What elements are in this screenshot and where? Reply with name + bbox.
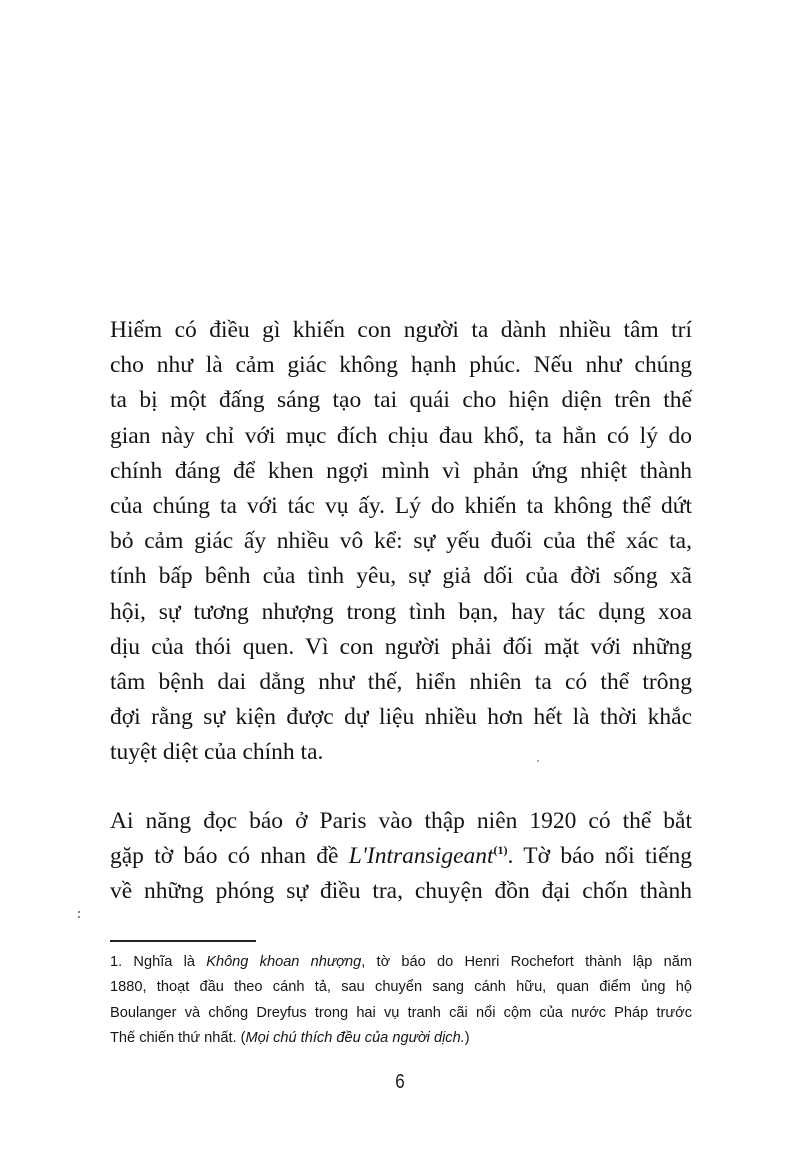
text-line: hội, sự tương nhượng trong tình bạn, hay tác dụng xoa [110,598,692,625]
footnote [110,950,692,1051]
text-line: đợi rằng sự kiện được dự liệu nhiều hơn hết là thời khắc [110,704,692,731]
text-line: bỏ cảm giác ấy nhiều vô kể: sự yếu đuối của thể xác ta, [110,528,692,555]
footnote-reference[interactable]: (1) [493,843,508,858]
text-line: cho như là cảm giác không hạnh phúc. Nếu như chúng [110,352,692,379]
footnote-line: 1880, thoạt đầu theo cánh tả, sau chuyển sang cánh hữu, quan điểm ủng hộ [110,979,692,996]
text-line: Hiếm có điều gì khiến con người ta dành nhiều tâm trí [110,317,692,343]
text-line: tính bấp bênh của tình yêu, sự giả dối của đời sống xã [110,563,692,590]
text-line [110,839,692,874]
paragraph-2 [110,804,692,910]
text-line: về những phóng sự điều tra, chuyện đồn đại chốn thành [110,878,692,905]
text-segment: gặp tờ báo có nhan đề [110,843,349,870]
scan-artifact [537,760,539,762]
footnote-line: Boulanger và chống Dreyfus trong hai vụ tranh cãi nổi cộm của nước Pháp trước [110,1004,692,1021]
text-line: tâm bệnh dai dẳng như thế, hiển nhiên ta có thể trông [110,668,692,695]
text-segment: , tờ báo do Henri Rochefort thành lập năm [361,954,692,970]
paragraph-1 [110,313,692,770]
text-segment: ) [464,1029,470,1046]
text-line: chính đáng để khen ngợi mình vì phản ứng nhiệt thành [110,457,692,484]
text-line: ta bị một đấng sáng tạo tai quái cho hiện diện trên thế [110,387,692,414]
text-line: gian này chỉ với mục đích chịu đau khổ, ta hẳn có lý do [110,422,692,449]
text-line: Ai năng đọc báo ở Paris vào thập niên 1920 có thể bắt [110,808,692,834]
footnote-divider [110,940,256,942]
text-line: tuyệt diệt của chính ta. [110,739,324,766]
italic-term: Không khoan nhượng [206,954,362,970]
text-segment: . Tờ báo nổi tiếng [507,843,692,870]
translator-note: Mọi chú thích đều của người dịch. [245,1029,465,1046]
text-segment: Thế chiến thứ nhất. ( [110,1029,246,1046]
page-number: 6 [395,1071,405,1093]
text-line: dịu của thói quen. Vì con người phải đối mặt với những [110,633,692,660]
footnote-line [110,1026,692,1051]
text-line: của chúng ta với tác vụ ấy. Lý do khiến ta không thể dứt [110,492,692,519]
newspaper-title: L'Intransigeant [348,843,494,870]
text-segment: 1. Nghĩa là [110,954,207,970]
scan-artifact [78,911,80,913]
footnote-line [110,950,692,975]
